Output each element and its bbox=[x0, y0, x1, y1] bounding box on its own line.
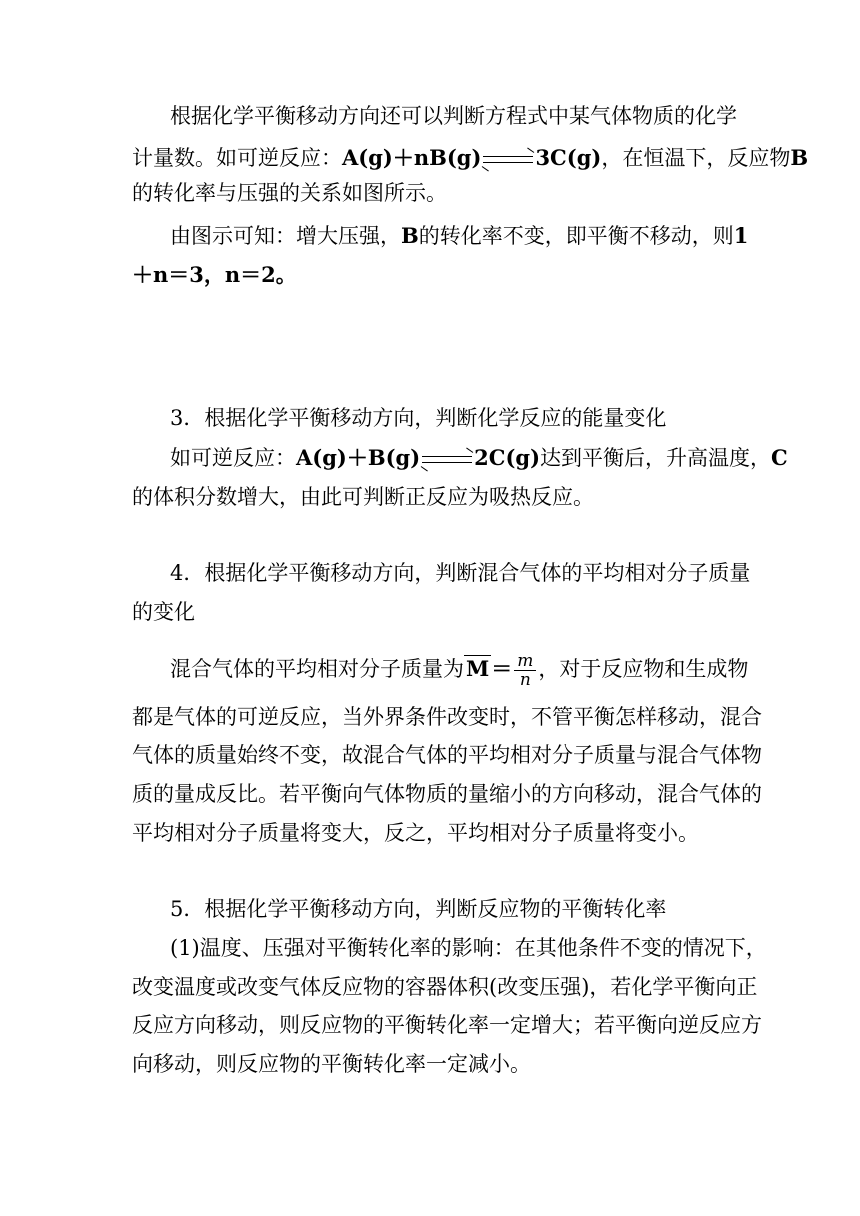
s4-line-1 bbox=[170, 651, 749, 690]
equals-sign: ＝ bbox=[491, 656, 513, 681]
reversible-arrow-icon bbox=[483, 153, 533, 167]
s3-text-d: 达到平衡后，升高温度， bbox=[540, 446, 772, 470]
p1-reactant-b: B bbox=[790, 145, 809, 170]
p1-line-2 bbox=[132, 143, 808, 173]
reaction-2-product: 2C(g) bbox=[474, 445, 541, 470]
section-3-heading bbox=[170, 403, 666, 433]
p1-line-1: 根据化学平衡移动方向还可以判断方程式中某气体物质的化学 bbox=[170, 104, 737, 128]
s4-line-4: 质的量成反比。若平衡向气体物质的量缩小的方向移动，混合气体的 bbox=[132, 782, 762, 806]
s5-line-2: 改变温度或改变气体反应物的容器体积(改变压强)，若化学平衡向正 bbox=[132, 975, 758, 999]
p2-text-c: 的转化率不变，即平衡不移动，则 bbox=[418, 224, 734, 248]
p2-line-1 bbox=[170, 221, 748, 251]
p1-line-2-text-b: ，在恒温下，反应物 bbox=[601, 146, 791, 170]
s4-line-3: 气体的质量始终不变，故混合气体的平均相对分子质量与混合气体物 bbox=[132, 743, 762, 767]
reaction-1-reactants: A(g)＋nB(g) bbox=[342, 145, 482, 170]
s4-line-2: 都是气体的可逆反应，当外界条件改变时，不管平衡怎样移动，混合 bbox=[132, 705, 762, 729]
p2-text-a: 由图示可知：增大压强， bbox=[170, 224, 401, 248]
s3-text-a: 如可逆反应： bbox=[170, 446, 296, 470]
section-3-heading-text: 3．根据化学平衡移动方向，判断化学反应的能量变化 bbox=[170, 406, 667, 430]
s4-text-a: 混合气体的平均相对分子质量为 bbox=[170, 657, 464, 681]
s5-line-4: 向移动，则反应物的平衡转化率一定减小。 bbox=[132, 1052, 531, 1076]
reaction-2-reactants: A(g)＋B(g) bbox=[296, 445, 421, 470]
s3-line-1 bbox=[170, 443, 788, 473]
s3-c: C bbox=[771, 445, 788, 470]
mass-over-moles-fraction bbox=[514, 652, 536, 689]
s4-text-b: ，对于反应物和生成物 bbox=[538, 657, 749, 681]
s3-line-2: 的体积分数增大，由此可判断正反应为吸热反应。 bbox=[132, 485, 594, 509]
p1-line-2-text: 计量数。如可逆反应： bbox=[132, 146, 342, 170]
p2-one: 1 bbox=[733, 223, 749, 248]
fraction-denominator: n bbox=[519, 670, 531, 690]
p2-line-2: ＋n＝3，n＝2。 bbox=[132, 262, 297, 287]
section-5-heading: 5．根据化学平衡移动方向，判断反应物的平衡转化率 bbox=[170, 897, 667, 921]
p2-b: B bbox=[401, 223, 419, 248]
reversible-arrow-icon bbox=[422, 453, 472, 467]
section-4-heading-line-1: 4．根据化学平衡移动方向，判断混合气体的平均相对分子质量 bbox=[170, 561, 751, 585]
s4-line-5: 平均相对分子质量将变大，反之，平均相对分子质量将变小。 bbox=[132, 821, 699, 845]
fraction-numerator: m bbox=[514, 652, 536, 671]
s5-line-1: (1)温度、压强对平衡转化率的影响：在其他条件不变的情况下， bbox=[170, 936, 767, 960]
s5-line-3: 反应方向移动，则反应物的平衡转化率一定增大；若平衡向逆反应方 bbox=[132, 1013, 762, 1037]
section-4-heading-line-2: 的变化 bbox=[132, 600, 195, 624]
p1-line-3: 的转化率与压强的关系如图所示。 bbox=[132, 181, 447, 205]
mean-molar-mass-symbol: M bbox=[466, 656, 490, 681]
reaction-1-product: 3C(g) bbox=[535, 145, 602, 170]
